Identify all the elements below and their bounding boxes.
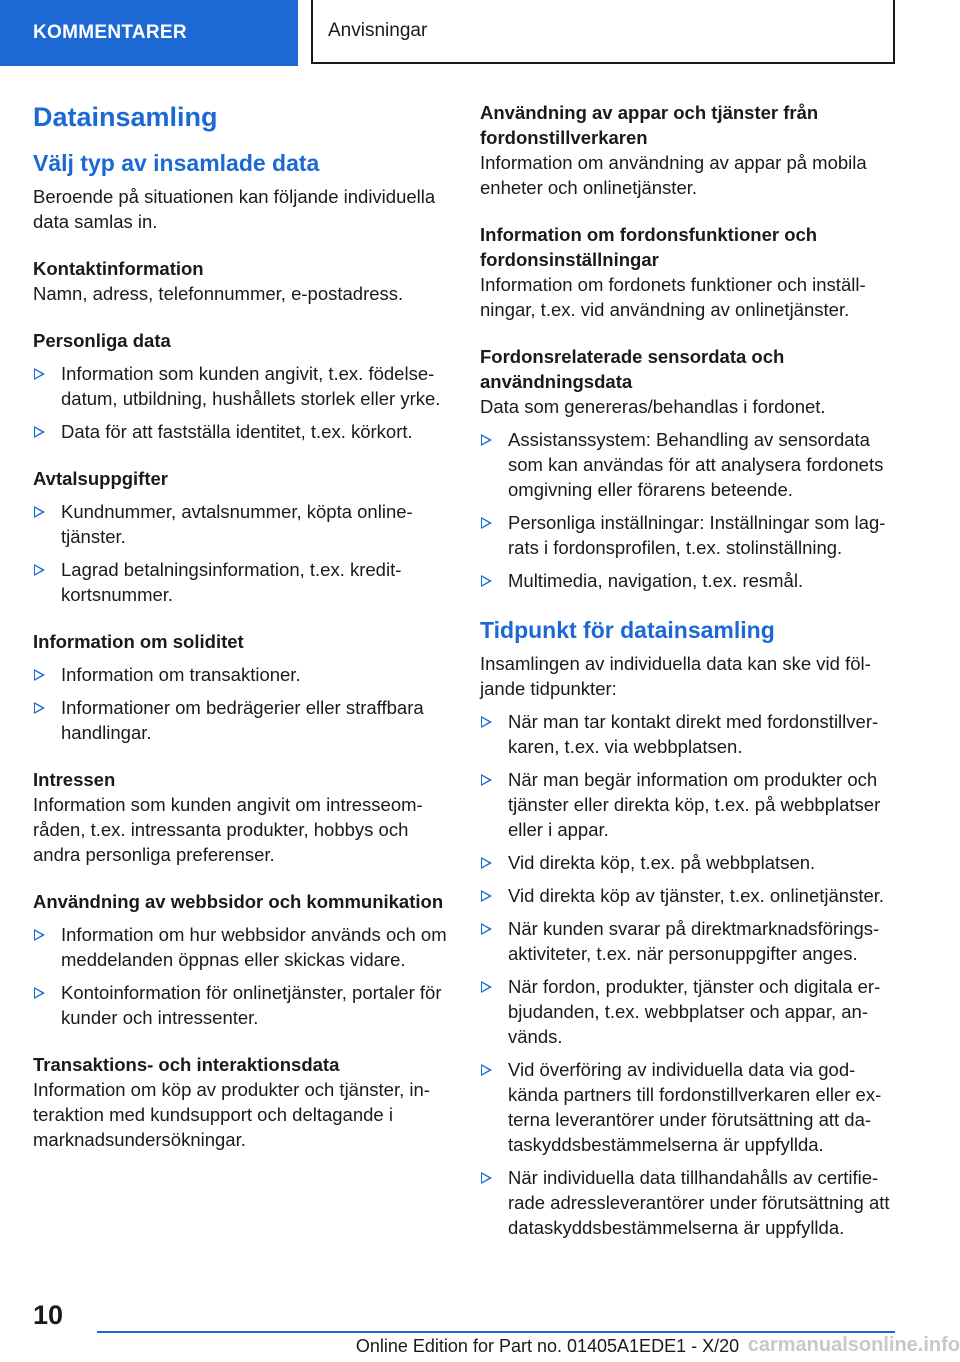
list-item-text: Information om transaktioner. [61,664,301,685]
right-sections [480,100,894,593]
bullet-triangle-icon [34,564,45,576]
edition-text: Online Edition for Part no. 01405A1EDE1 - X/20 [355,1336,740,1356]
list-item-text: Multimedia, navigation, t.ex. resmål. [508,570,804,591]
list-item-text: Assistanssystem: Behandling av sensordata som kan användas för att analysera fordonets omgivning eller förarens beteende. [508,429,884,500]
page-number: 10 [33,1300,64,1330]
list-item-text: Vid överföring av individuella data via godkända partners till fordonstillverkaren eller externa leverantörer under förutsättning att dataskyddsbestämmelserna är uppfyllda. [508,1059,882,1155]
section-heading: Fordonsrelaterade sensordata och användningsdata [480,346,785,392]
section-heading: Användning av webbsidor och kommunikation [33,891,444,912]
section-heading: Användning av appar och tjänster från fordonstillverkaren [480,102,819,148]
bullet-triangle-icon [34,669,45,681]
list-item [480,427,894,502]
list-item-text: Informationer om bedrägerier eller straffbara handlingar. [61,697,424,743]
section-heading: Avtalsuppgifter [33,468,168,489]
bullet-triangle-icon [481,923,492,935]
bullet-list [33,922,447,1030]
bullet-list [480,427,894,593]
footer-divider [97,1331,895,1333]
section-text: Information som kunden angivit om intresseområden, t.ex. intressanta produkter, hobbys och andra personliga preferenser. [33,794,423,865]
timing-subtitle: Tidpunkt för datainsamling [480,617,775,643]
list-item-text: Information som kunden angivit, t.ex. födelsedatum, utbildning, hushållets storlek eller yrke. [61,363,441,409]
timing-list [480,709,894,1240]
info-section [33,328,447,444]
info-section [480,344,894,593]
list-item-text: Lagrad betalningsinformation, t.ex. kreditkortsnummer. [61,559,402,605]
bullet-triangle-icon [481,774,492,786]
watermark: carmanualsonline.info [747,1334,960,1356]
list-item [480,1165,894,1240]
bullet-triangle-icon [34,506,45,518]
bullet-triangle-icon [481,434,492,446]
section-heading: Information om soliditet [33,631,244,652]
list-item [480,916,894,966]
list-item-text: Vid direkta köp, t.ex. på webbplatsen. [508,852,816,873]
section-text: Information om köp av produkter och tjänster, interaktion med kundsupport och deltagande i marknadsundersökningar. [33,1079,430,1150]
list-item [33,557,447,607]
list-item [33,499,447,549]
list-item [33,361,447,411]
list-item [480,883,894,908]
list-item-text: När fordon, produkter, tjänster och digitala erbjudanden, t.ex. webbplatser och appar, används. [508,976,881,1047]
bullet-triangle-icon [481,575,492,587]
list-item [33,419,447,444]
list-item-text: Information om hur webbsidor används och om meddelanden öppnas eller skickas vidare. [61,924,447,970]
left-sections [33,256,447,1152]
list-item-text: Vid direkta köp av tjänster, t.ex. onlinetjänster. [508,885,885,906]
bullet-triangle-icon [34,426,45,438]
section-text: Information om användning av appar på mobila enheter och onlinetjänster. [480,152,867,198]
bullet-list [33,662,447,745]
list-item [480,974,894,1049]
info-section [33,256,447,306]
info-section [33,1052,447,1152]
section-subtitle: Välj typ av insamlade data [33,150,320,176]
bullet-triangle-icon [481,716,492,728]
list-item [480,1057,894,1157]
list-item [480,850,894,875]
bullet-triangle-icon [481,1064,492,1076]
list-item [33,922,447,972]
list-item [480,510,894,560]
info-section [33,629,447,745]
list-item [33,695,447,745]
list-item-text: När kunden svarar på direktmarknadsföringsaktiviteter, t.ex. när personuppgifter anges. [508,918,880,964]
list-item-text: Data för att fastställa identitet, t.ex. körkort. [61,421,413,442]
section-heading: Intressen [33,769,116,790]
bullet-list [33,499,447,607]
bullet-triangle-icon [481,857,492,869]
bullet-triangle-icon [34,368,45,380]
section-tab: KOMMENTARER [0,0,298,66]
list-item-text: Kontoinformation för onlinetjänster, portaler för kunder och intressenter. [61,982,442,1028]
bullet-triangle-icon [34,987,45,999]
bullet-triangle-icon [481,981,492,993]
page-title: Datainsamling [33,102,218,132]
section-heading: Kontaktinformation [33,258,204,279]
timing-intro: Insamlingen av individuella data kan ske vid följande tidpunkter: [480,653,871,699]
info-section [480,100,894,200]
list-item [480,568,894,593]
bullet-triangle-icon [34,929,45,941]
section-text: Data som genereras/behandlas i fordonet. [480,396,826,417]
section-text: Namn, adress, telefonnummer, e-postadress. [33,283,404,304]
info-section [480,222,894,322]
list-item [33,980,447,1030]
list-item [480,767,894,842]
list-item-text: När individuella data tillhandahålls av certifierade adressleverantörer under förutsättning att dataskyddsbestämmelserna är uppfyllda. [508,1167,890,1238]
list-item-text: Personliga inställningar: Inställningar som lagrats i fordonsprofilen, t.ex. stolinställning. [508,512,886,558]
section-heading: Transaktions- och interaktionsdata [33,1054,340,1075]
section-heading: Personliga data [33,330,171,351]
section-heading: Information om fordonsfunktioner och fordonsinställningar [480,224,818,270]
intro-text: Beroende på situationen kan följande individuella data samlas in. [33,186,436,232]
list-item-text: När man tar kontakt direkt med fordonstillverkaren, t.ex. via webbplatsen. [508,711,879,757]
bullet-triangle-icon [481,517,492,529]
bullet-triangle-icon [481,890,492,902]
subsection-tab: Anvisningar [311,0,895,64]
list-item-text: När man begär information om produkter och tjänster eller direkta köp, t.ex. på webbplatser eller i appar. [508,769,881,840]
right-column [480,100,894,1248]
list-item [480,709,894,759]
list-item [33,662,447,687]
info-section [33,466,447,607]
section-text: Information om fordonets funktioner och inställningar, t.ex. vid användning av onlinetjänster. [480,274,866,320]
list-item-text: Kundnummer, avtalsnummer, köpta onlinetjänster. [61,501,413,547]
bullet-list [33,361,447,444]
intro-block [33,184,447,234]
page-header [0,0,960,66]
info-section [33,767,447,867]
bullet-triangle-icon [34,702,45,714]
left-column [33,100,447,1174]
bullet-triangle-icon [481,1172,492,1184]
info-section [33,889,447,1030]
